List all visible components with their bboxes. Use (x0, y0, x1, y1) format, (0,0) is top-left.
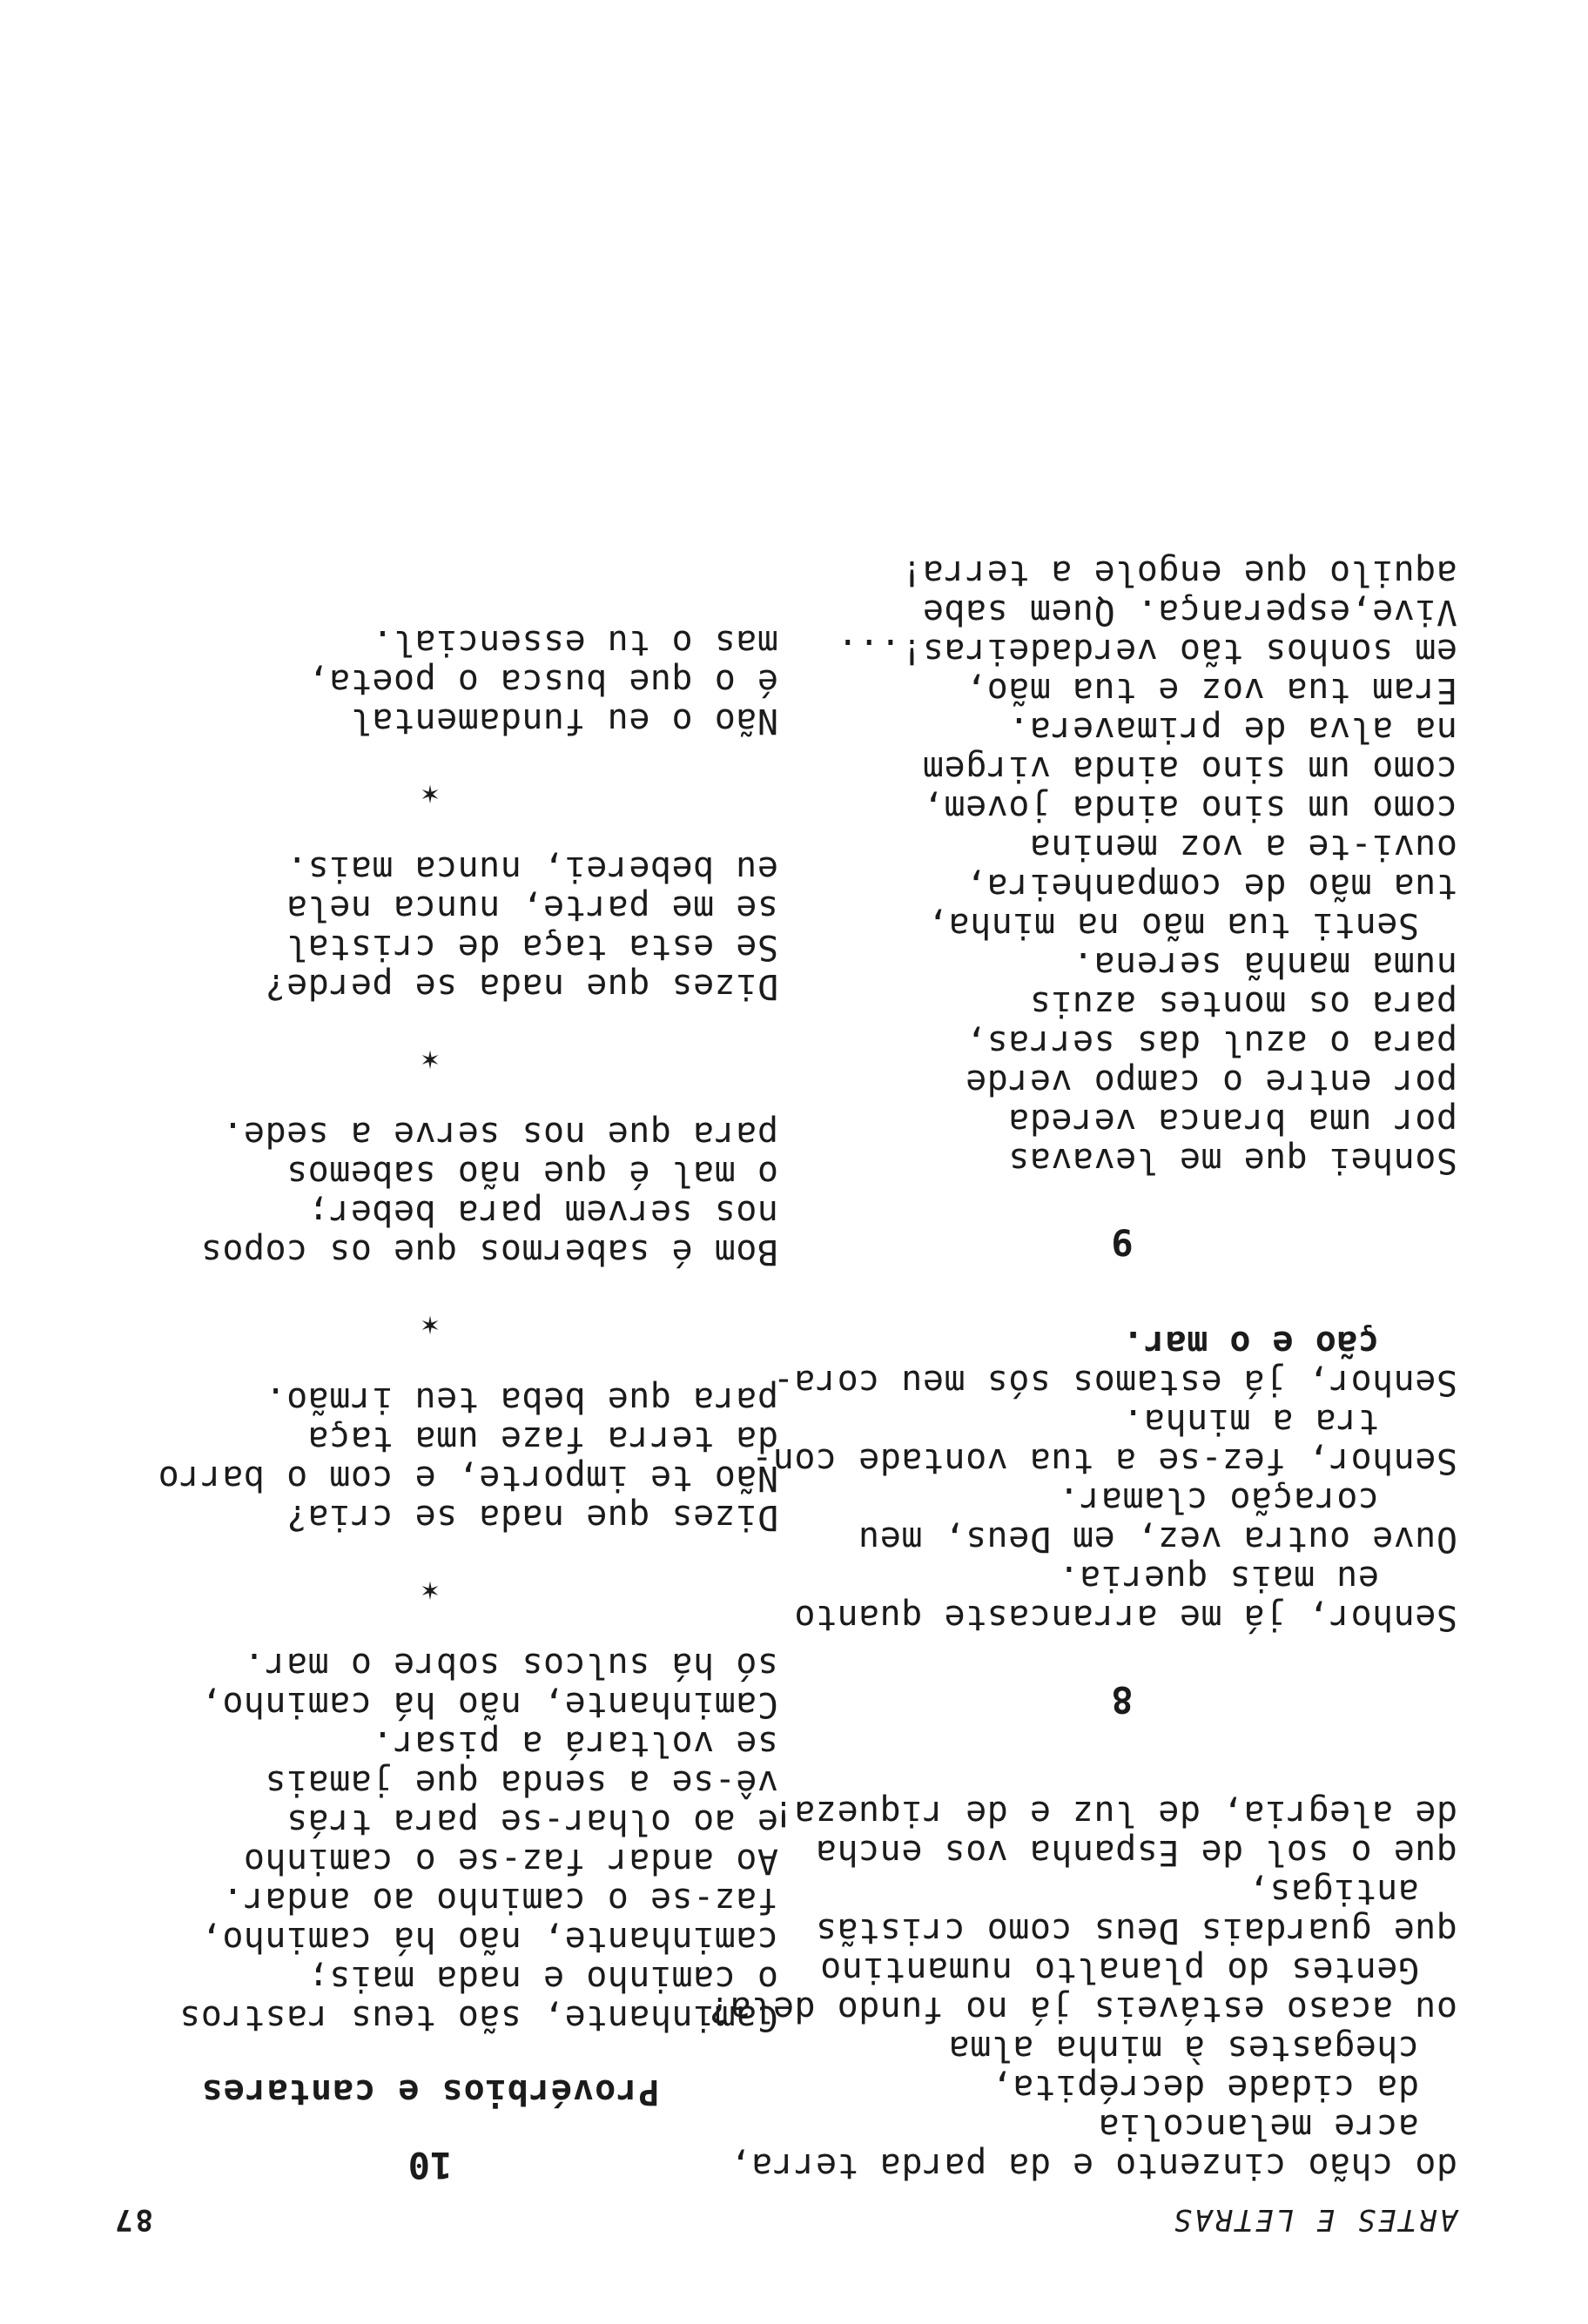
verse-line: Caminhante, não há caminho, (200, 1684, 778, 1724)
verse-line: que o sol de Espanha vos encha (815, 1832, 1457, 1872)
poem-8-number: 8 (1111, 1678, 1134, 1721)
verse-line: eu mais queria. (1058, 1558, 1379, 1598)
verse-line: por uma branca vereda (1007, 1101, 1457, 1141)
verse-line: ou acaso estáveis já no fundo dela? (708, 1989, 1457, 2029)
verse-line: Ao andar faz-se o caminho (243, 1841, 778, 1881)
verse-line: faz-se o caminho ao andar. (221, 1880, 778, 1920)
verse-line: é o que busca o poeta, (307, 662, 778, 702)
verse-line: o mal é que não sabemos (286, 1153, 778, 1193)
verse-line: tra a minha. (1122, 1401, 1379, 1441)
running-head: ARTES E LETRAS (1171, 2202, 1457, 2237)
poem-9-stanza-1 (787, 944, 1457, 1179)
verse-line: tua mão de companheira, (965, 866, 1457, 906)
poem-10-stanza-4 (82, 849, 778, 1005)
poem-10-stanza-2 (82, 1380, 778, 1536)
page-number: 87 (112, 2202, 153, 2237)
poem-10-stanza-5 (82, 622, 778, 740)
verse-line: por entre o campo verde (965, 1062, 1457, 1102)
verse-line: Sonhei que me levavas (1007, 1140, 1457, 1180)
poem-10-stanza-3 (82, 1114, 778, 1271)
verse-line: Não o eu fundamental (350, 701, 778, 741)
verse-line: para o azul das serras, (965, 1023, 1457, 1063)
right-column (82, 622, 778, 2185)
gentes-stanza (772, 1793, 1457, 1990)
verse-line: vê-se a senda que jamais (265, 1763, 778, 1803)
verse-line: numa manhã serena. (1072, 944, 1457, 984)
verse-line: Caminhante, são teus rastros (178, 1998, 778, 2038)
verse-line: caminhante, não há caminho, (200, 1919, 778, 1959)
verse-line: Senhor, fez-se a tua vontade con- (750, 1441, 1457, 1481)
verse-line: para que beba teu irmão. (265, 1380, 778, 1420)
star-separator: ✶ (421, 777, 440, 812)
verse-line: Senti tua mão na minha, (926, 905, 1419, 945)
poem-9-number: 9 (1111, 1221, 1134, 1264)
verse-line: na alva de primavera. (1007, 709, 1457, 749)
verse-line: Não te importe, e com o barro (158, 1458, 778, 1498)
star-separator: ✶ (421, 1574, 440, 1609)
verse-line: Senhor, já estamos sós meu cora- (772, 1362, 1457, 1402)
verse-line: só há sulcos sobre o mar. (243, 1645, 778, 1685)
verse-line: o caminho e nada mais; (307, 1958, 778, 1998)
verse-line: Dizes que nada se perde? (265, 966, 778, 1006)
verse-line: aquilo que engole a terra! (900, 553, 1457, 593)
verse-line: acre melancolia (1098, 2106, 1419, 2146)
verse-line: Bom é sabermos que os copos (200, 1232, 778, 1272)
poem-10-title: Provérbios e cantares (200, 2072, 660, 2112)
verse-line: mas o tu essencial. (371, 622, 778, 662)
star-separator: ✶ (421, 1043, 440, 1078)
verse-line: que guardais Deus como cristãs (815, 1911, 1457, 1951)
verse-line: Gentes do planalto numantino (819, 1950, 1419, 1990)
poem-9-stanza-2 (787, 553, 1457, 944)
verse-line: ouvi-te a voz menina (1029, 827, 1457, 867)
verse-line: antigas, (1248, 1871, 1419, 1911)
verse-line: Vive,esperança. Quem sabe (922, 592, 1457, 632)
verse-line: como um sino ainda virgem (922, 749, 1457, 789)
verse-line: Eram tua voz e tua mão, (965, 670, 1457, 710)
verse-line: Se esta taça de cristal (286, 927, 778, 967)
star-separator: ✶ (421, 1308, 440, 1343)
verse-line: para que nos serve a sede. (221, 1114, 778, 1154)
verse-line: como um sino ainda jovem, (922, 788, 1457, 828)
verse-line: Dizes que nada se cria? (286, 1497, 778, 1537)
poem-10-stanza-1 (82, 1645, 778, 2037)
poem-10-number: 10 (407, 2144, 453, 2186)
verse-line: se voltará a pisar. (371, 1723, 778, 1763)
verse-line: coração clamar. (1058, 1480, 1379, 1520)
verse-line: em sonhos tão verdadeiras!... (837, 631, 1457, 671)
poem-8-stanza (750, 1323, 1457, 1637)
verse-line: da terra faze uma taça (307, 1419, 778, 1459)
verse-line: chegastes à minha alma (948, 2028, 1419, 2068)
verse-line: do chão cinzento e da parda terra, (730, 2146, 1457, 2186)
verse-line: de alegria, de luz e de riqueza! (772, 1793, 1457, 1833)
verse-line: ção e o mar. (1122, 1323, 1379, 1363)
verse-line: para os montes azuis (1029, 984, 1457, 1024)
verse-line: se me parte, nunca nela (286, 888, 778, 928)
left-column (708, 553, 1457, 2186)
verse-line: eu beberei, nunca mais. (286, 849, 778, 889)
verse-line: da cidade decrépita, (991, 2067, 1419, 2107)
verse-line: nos servem para beber; (307, 1192, 778, 1233)
verse-line: Ouve outra vez, em Deus, meu (858, 1519, 1457, 1559)
intro-stanza (708, 1989, 1457, 2186)
verse-line: e ao olhar-se para trás (286, 1802, 778, 1842)
verse-line: Senhor, já me arrancaste quanto (793, 1597, 1457, 1637)
